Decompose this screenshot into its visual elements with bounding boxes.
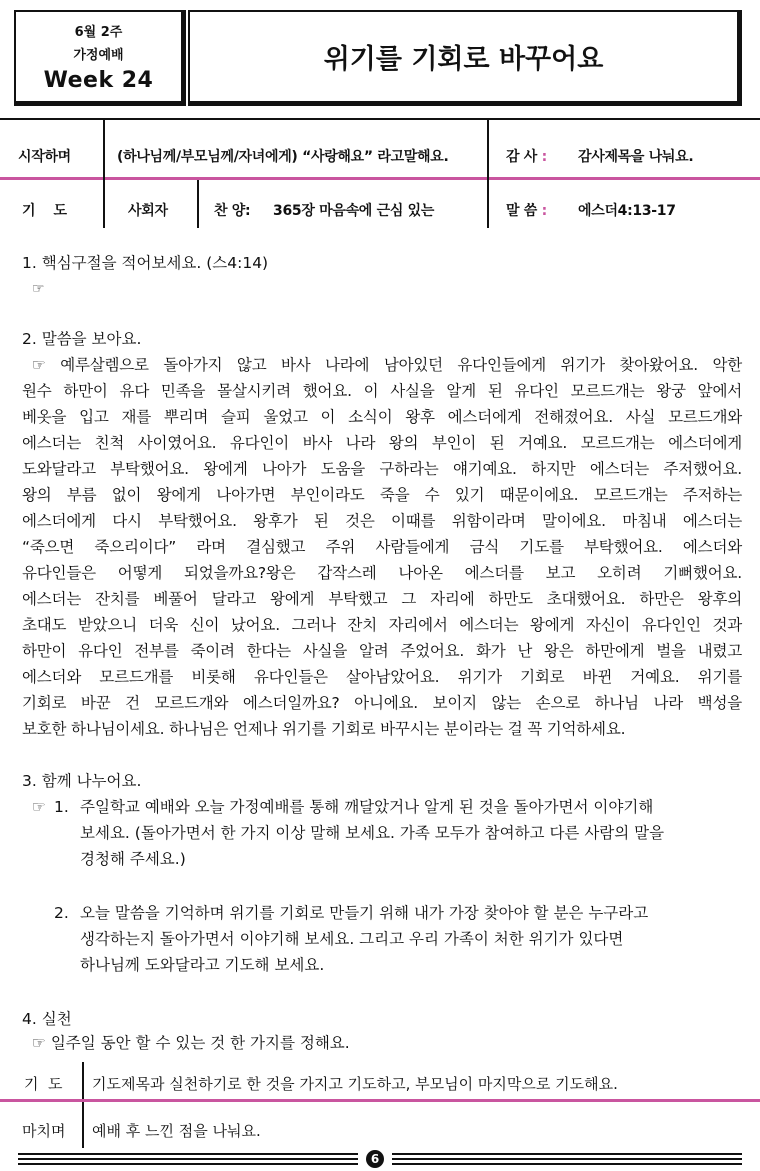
text-line: 왕의 부름 없이 왕에게 나아가면 부인이라도 죽을 수 있기 때문이에요. 모르드개는 주저하는 [22, 486, 742, 504]
text-line: 유다인들은 어떻게 되었을까요?왕은 갑작스레 나아온 에스더를 보고 오히려 기뻐했어요. [22, 564, 742, 582]
section-3-title: 3. 함께 나누어요. [22, 772, 142, 790]
hymn-text: 365장 마음속에 근심 있는 [273, 203, 435, 219]
info-divider-2 [487, 118, 489, 228]
week-date: 6월 2주 [74, 25, 123, 40]
closing-prayer-label: 기 도 [24, 1075, 63, 1093]
thanks-text: 감사제목을 나눠요. [578, 149, 694, 165]
word-colon: : [541, 203, 547, 219]
start-label: 시작하며 [18, 149, 71, 165]
start-text: (하나님께/부모님께/자녀에게) “사랑해요” 라고말해요. [117, 149, 449, 165]
section-4-title: 4. 실천 [22, 1010, 72, 1028]
week-number: Week 24 [43, 68, 154, 93]
text-line: 생각하는지 돌아가면서 이야기해 보세요. 그리고 우리 가족이 처한 위기가 있다면 [80, 930, 624, 948]
text-line: 에스더는 잔치를 베풀어 달라고 왕에게 부탁했고 그 자리에 하만도 초대했어요. 하만은 왕후의 [22, 590, 742, 608]
word-label-text: 말 씀 [506, 203, 538, 219]
text-line: 오늘 말씀을 기억하며 위기를 기회로 만들기 위해 내가 가장 찾아야 할 분은 누구라고 [80, 904, 649, 922]
closing-mid-rule [0, 1099, 760, 1102]
prayer-label: 기 도 [22, 203, 67, 219]
hand-pointer-icon: ☞ [32, 281, 45, 297]
word-label [506, 200, 547, 220]
text-line: 하만이 유다인 전부를 죽이려 한다는 사실을 알려 주었어요. 화가 난 왕은 하만에게 벌을 내렸고 [22, 642, 742, 660]
text-line: ☞ 예루살렘으로 돌아가지 않고 바사 나라에 남아있던 유다인들에게 위기가 찾아왔어요. 악한 [32, 356, 742, 374]
footer-rule-right-mid [392, 1158, 742, 1160]
closing-end-text: 예배 후 느낀 점을 나눠요. [92, 1122, 261, 1140]
share-item-2-number: 2. [54, 904, 69, 922]
text-line: 기회로 바꾼 건 모르드개와 에스더일까요? 아니에요. 보이지 않는 손으로 하나님 나라 백성을 [22, 694, 742, 712]
info-top-rule [0, 118, 760, 120]
section-2-title: 2. 말씀을 보아요. [22, 330, 142, 348]
service-name: 가정예배 [73, 48, 124, 63]
hand-pointer-icon: ☞ [32, 798, 46, 816]
hymn-label: 찬 양: [214, 203, 251, 219]
thanks-label-text: 감 사 [506, 149, 538, 165]
text-line: 원수 하만이 유다 민족을 몰살시키려 했어요. 이 사실을 알게 된 유다인 모르드개는 왕궁 앞에서 [22, 382, 742, 400]
title-box [188, 10, 742, 106]
section-1-title: 1. 핵심구절을 적어보세요. (스4:14) [22, 254, 269, 272]
thanks-colon: : [541, 149, 547, 165]
practice-line: ☞ 일주일 동안 할 수 있는 것 한 가지를 정해요. [32, 1034, 350, 1052]
text-line: 초대도 받았으니 더욱 신이 났어요. 그러나 잔치 자리에서 에스더는 왕에게 자신이 유다인인 것과 [22, 616, 742, 634]
share-item-1-number: 1. [54, 798, 69, 816]
thanks-label [506, 146, 547, 166]
closing-prayer-text: 기도제목과 실천하기로 한 것을 가지고 기도하고, 부모님이 마지막으로 기도해요. [92, 1075, 618, 1093]
text-line: 에스더에게 다시 부탁했어요. 왕후가 된 것은 이때를 위함이라며 말이에요. 마침내 에스더는 [22, 512, 742, 530]
info-mid-rule [0, 177, 760, 180]
footer-rule-left-top [18, 1153, 358, 1155]
text-line: 주일학교 예배와 오늘 가정예배를 통해 깨달았거나 알게 된 것을 돌아가면서 이야기해 [80, 798, 654, 816]
text-line: 에스더는 친척 사이였어요. 유다인이 바사 나라 왕의 부인이 된 거예요. 모르드개는 에스더에게 [22, 434, 742, 452]
word-text: 에스더4:13-17 [578, 203, 676, 219]
week-badge [14, 10, 186, 106]
text-line: 도와달라고 부탁했어요. 왕에게 나아가 도움을 구하라는 얘기예요. 하지만 에스더는 주저했어요. [22, 460, 742, 478]
info-divider-1 [103, 118, 105, 228]
text-line: 경청해 주세요.) [80, 850, 186, 868]
footer-rule-left-mid [18, 1158, 358, 1160]
closing-end-label: 마치며 [22, 1122, 66, 1140]
scripture-story [22, 352, 742, 742]
share-item-1 [80, 794, 664, 872]
footer-rule-left-bottom [18, 1163, 358, 1165]
page-number: 6 [366, 1150, 384, 1168]
closing-divider [82, 1062, 84, 1148]
info-divider-3 [197, 180, 199, 228]
text-line: 에스더와 모르드개를 비롯해 유다인들은 살아남았어요. 위기가 기회로 바뀐 거예요. 위기를 [22, 668, 742, 686]
footer-rule-right-bottom [392, 1163, 742, 1165]
text-line: “죽으면 죽으리이다” 라며 결심했고 주위 사람들에게 금식 기도를 부탁했어요. 에스더와 [22, 538, 742, 556]
text-line: 하나님께 도와달라고 기도해 보세요. [80, 956, 325, 974]
text-line: 보세요. (돌아가면서 한 가지 이상 말해 보세요. 가족 모두가 참여하고 다른 사람의 말을 [80, 824, 665, 842]
page-title: 위기를 기회로 바꾸어요 [323, 44, 604, 75]
leader-label: 사회자 [128, 203, 168, 219]
share-item-2 [80, 900, 648, 978]
text-line: 보호한 하나님이세요. 하나님은 언제나 위기를 기회로 바꾸시는 분이라는 걸 꼭 기억하세요. [22, 720, 626, 738]
text-line: 베옷을 입고 재를 뿌리며 슬피 울었고 이 소식이 왕후 에스더에게 전해졌어요. 사실 모르드개와 [22, 408, 742, 426]
footer-rule-right-top [392, 1153, 742, 1155]
